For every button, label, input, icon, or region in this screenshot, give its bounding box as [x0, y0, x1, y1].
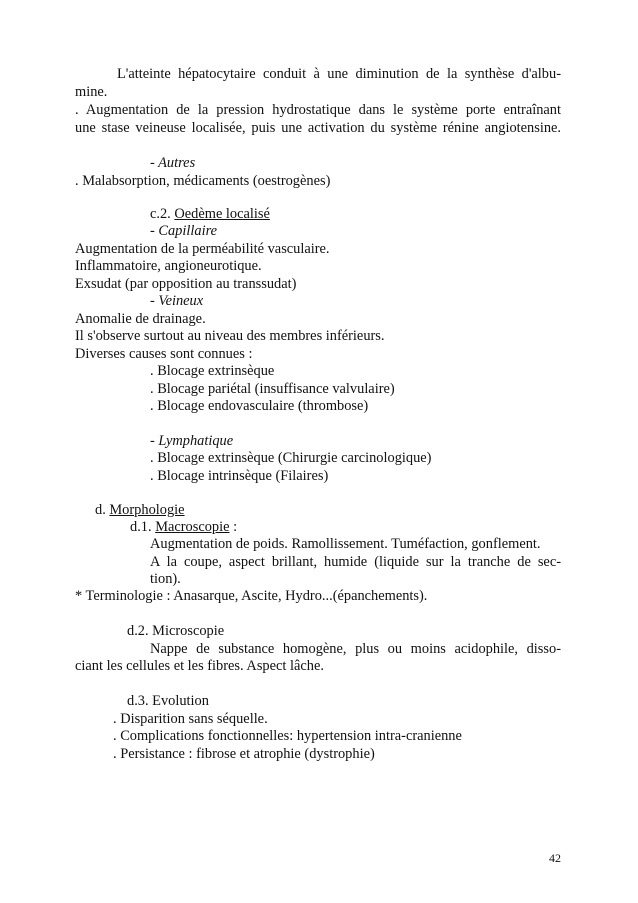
text-line: Inflammatoire, angioneurotique. — [75, 258, 262, 274]
text-line: . Malabsorption, médicaments (oestrogènes) — [75, 173, 331, 189]
section-heading-c2 — [150, 205, 561, 223]
text-line: Augmentation de la perméabilité vasculaire. — [75, 241, 330, 257]
heading-title: Morphologie — [109, 502, 185, 518]
heading-suffix: : — [229, 519, 238, 535]
subheading-autres: - Autres — [150, 155, 196, 171]
text-line: Anomalie de drainage. — [75, 311, 206, 327]
text-line: Il s'observe surtout au niveau des membres inférieurs. — [75, 328, 385, 344]
subheading-lymphatique: - Lymphatique — [150, 433, 234, 449]
text-line: Augmentation de poids. Ramollissement. Tuméfaction, gonflement. — [150, 536, 541, 552]
heading-title: Oedème localisé — [174, 206, 270, 222]
list-item: . Complications fonctionnelles: hypertension intra-cranienne — [113, 728, 462, 744]
list-item: . Blocage extrinsèque — [150, 363, 275, 379]
text-line: * Terminologie : Anasarque, Ascite, Hydro...(épanchements). — [75, 588, 428, 604]
section-heading-d3: d.3. Evolution — [127, 693, 209, 709]
list-item: . Persistance : fibrose et atrophie (dystrophie) — [113, 746, 375, 762]
text-line: Diverses causes sont connues : — [75, 346, 253, 362]
paragraph-line: mine. — [75, 84, 108, 100]
heading-prefix: d. — [95, 502, 110, 518]
list-item: . Disparition sans séquelle. — [113, 711, 268, 727]
paragraph-line: ciant les cellules et les fibres. Aspect lâche. — [75, 658, 324, 674]
section-heading-d1 — [130, 518, 616, 536]
heading-prefix: d.1. — [130, 519, 156, 535]
section-heading-d2: d.2. Microscopie — [127, 623, 225, 639]
list-item: . Blocage intrinsèque (Filaires) — [150, 468, 329, 484]
paragraph-line: . Augmentation de la pression hydrostatique dans le système porte entraînant — [75, 102, 561, 118]
list-item: . Blocage endovasculaire (thrombose) — [150, 398, 369, 414]
paragraph-line: Nappe de substance homogène, plus ou moins acidophile, disso- — [150, 641, 561, 657]
page-number: 42 — [549, 851, 561, 865]
text-line: Exsudat (par opposition au transsudat) — [75, 276, 297, 292]
list-item: . Blocage extrinsèque (Chirurgie carcinologique) — [150, 450, 432, 466]
subheading-veineux: - Veineux — [150, 293, 204, 309]
paragraph-line: une stase veineuse localisée, puis une activation du système rénine angiotensine. — [75, 120, 561, 136]
subheading-capillaire: - Capillaire — [150, 223, 218, 239]
heading-title: Macroscopie — [155, 519, 230, 535]
paragraph-line: L'atteinte hépatocytaire conduit à une diminution de la synthèse d'albu- — [117, 66, 561, 82]
heading-prefix: c.2. — [150, 206, 175, 222]
section-heading-d — [95, 501, 581, 519]
list-item: . Blocage pariétal (insuffisance valvulaire) — [150, 381, 395, 397]
text-line: A la coupe, aspect brillant, humide (liquide sur la tranche de sec- — [150, 554, 561, 570]
text-line: tion). — [150, 571, 181, 587]
